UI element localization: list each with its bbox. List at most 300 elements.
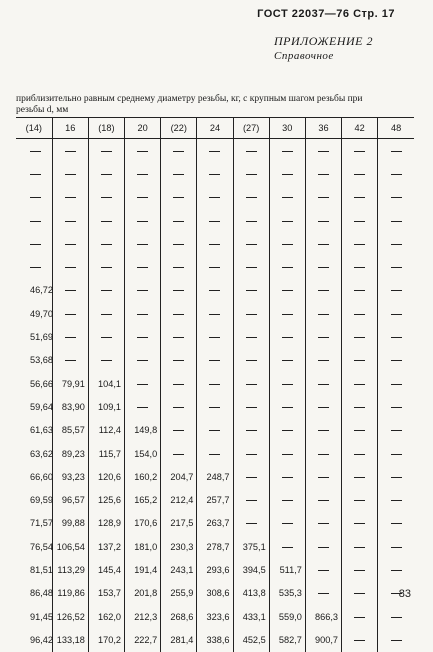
dash-mark: [318, 384, 329, 385]
dash-mark: [318, 500, 329, 501]
table-cell: [125, 209, 161, 232]
table-cell: 85,57: [52, 419, 88, 442]
table-cell: [88, 186, 124, 209]
table-cell: [233, 465, 269, 488]
table-cell: 204,7: [161, 465, 197, 488]
dash-mark: [65, 151, 76, 152]
table-cell: [305, 186, 341, 209]
table-cell: [269, 535, 305, 558]
table-cell: [197, 279, 233, 302]
table-cell: [305, 279, 341, 302]
table-cell: [305, 512, 341, 535]
dash-mark: [391, 151, 402, 152]
table-cell: [52, 209, 88, 232]
table-row: [16, 442, 414, 465]
table-cell: [161, 232, 197, 255]
column-header: (27): [233, 118, 269, 139]
dash-mark: [30, 151, 41, 152]
table-cell: [378, 488, 414, 511]
dash-mark: [137, 197, 148, 198]
dash-mark: [101, 221, 112, 222]
dash-mark: [354, 290, 365, 291]
dash-mark: [318, 337, 329, 338]
table-cell: 559,0: [269, 605, 305, 628]
table-cell: [342, 488, 378, 511]
table-cell: [305, 255, 341, 278]
dash-mark: [30, 197, 41, 198]
table-cell: [342, 139, 378, 163]
table-header-row: [16, 118, 414, 139]
dash-mark: [391, 640, 402, 641]
dash-mark: [209, 314, 220, 315]
dash-mark: [137, 221, 148, 222]
dash-mark: [282, 221, 293, 222]
column-header: 36: [305, 118, 341, 139]
table-cell: [197, 302, 233, 325]
table-cell: [161, 419, 197, 442]
column-header: (22): [161, 118, 197, 139]
dash-mark: [246, 290, 257, 291]
dash-mark: [65, 197, 76, 198]
table-cell: [233, 512, 269, 535]
table-cell: 293,6: [197, 558, 233, 581]
dash-mark: [246, 454, 257, 455]
dash-mark: [318, 221, 329, 222]
table-cell: 162,0: [88, 605, 124, 628]
table-cell: [269, 279, 305, 302]
column-header: 24: [197, 118, 233, 139]
table-row: [16, 535, 414, 558]
dash-mark: [246, 430, 257, 431]
table-cell: [88, 209, 124, 232]
table-cell: [378, 535, 414, 558]
table-cell: [269, 512, 305, 535]
table-cell: [305, 535, 341, 558]
dash-mark: [246, 384, 257, 385]
table-cell: [305, 488, 341, 511]
table-cell: [378, 558, 414, 581]
table-cell: [88, 325, 124, 348]
dash-mark: [391, 267, 402, 268]
dash-mark: [30, 174, 41, 175]
table-cell: [378, 232, 414, 255]
dash-mark: [354, 151, 365, 152]
table-cell: [16, 139, 52, 163]
table-cell: 212,3: [125, 605, 161, 628]
dash-mark: [318, 174, 329, 175]
table-cell: [88, 279, 124, 302]
caption-line-2: резьбы d, мм: [16, 105, 69, 115]
dash-mark: [246, 174, 257, 175]
dash-mark: [173, 407, 184, 408]
table-cell: [52, 325, 88, 348]
table-row: [16, 395, 414, 418]
table-cell: [269, 232, 305, 255]
table-cell: 170,2: [88, 628, 124, 651]
appendix-title: ПРИЛОЖЕНИЕ 2: [274, 34, 373, 48]
table-cell: [125, 186, 161, 209]
table-cell: [233, 302, 269, 325]
table-cell: 125,6: [88, 488, 124, 511]
dash-mark: [354, 337, 365, 338]
dash-mark: [209, 267, 220, 268]
table-row: [16, 419, 414, 442]
dash-mark: [173, 197, 184, 198]
dash-mark: [318, 593, 329, 594]
table-cell: [342, 582, 378, 605]
dash-mark: [246, 221, 257, 222]
table-row: [16, 465, 414, 488]
table-cell: 46,72: [30, 285, 53, 296]
table-cell: 93,23: [52, 465, 88, 488]
table-cell: [378, 162, 414, 185]
table-cell: 452,5: [233, 628, 269, 651]
dash-mark: [209, 337, 220, 338]
dash-mark: [30, 267, 41, 268]
table-cell: [342, 186, 378, 209]
table-cell: [125, 325, 161, 348]
table-cell: 248,7: [197, 465, 233, 488]
dash-mark: [354, 360, 365, 361]
table-cell: [269, 255, 305, 278]
dash-mark: [282, 360, 293, 361]
dash-mark: [354, 430, 365, 431]
table-cell: 51,69: [30, 332, 53, 343]
dash-mark: [391, 221, 402, 222]
dash-mark: [354, 221, 365, 222]
table-cell: [233, 395, 269, 418]
dash-mark: [318, 477, 329, 478]
table-cell: [305, 162, 341, 185]
dash-mark: [101, 174, 112, 175]
dash-mark: [391, 407, 402, 408]
table-cell: [378, 628, 414, 651]
table-row: [16, 186, 414, 209]
dash-mark: [65, 360, 76, 361]
table-cell: [197, 162, 233, 185]
table-cell: 866,3: [305, 605, 341, 628]
table-cell: [233, 232, 269, 255]
table-cell: [88, 349, 124, 372]
table-cell: [52, 349, 88, 372]
table-cell: [378, 302, 414, 325]
table-cell: 49,70: [30, 308, 53, 319]
table-cell: [161, 255, 197, 278]
dash-mark: [282, 430, 293, 431]
table-cell: [269, 162, 305, 185]
dash-mark: [209, 151, 220, 152]
dash-mark: [354, 454, 365, 455]
table-cell: [305, 372, 341, 395]
table-cell: 99,88: [52, 512, 88, 535]
column-header: 16: [52, 118, 88, 139]
table-row: [16, 582, 414, 605]
table-cell: [378, 605, 414, 628]
dash-mark: [137, 337, 148, 338]
table-cell: 115,7: [88, 442, 124, 465]
table-cell: 165,2: [125, 488, 161, 511]
table-cell: [125, 232, 161, 255]
table-cell: [233, 279, 269, 302]
dash-mark: [137, 360, 148, 361]
table-cell: [233, 186, 269, 209]
table-cell: [305, 582, 341, 605]
table-cell: [342, 395, 378, 418]
table-cell: 433,1: [233, 605, 269, 628]
dash-mark: [354, 197, 365, 198]
dash-mark: [282, 151, 293, 152]
table-cell: [161, 372, 197, 395]
table-cell: [342, 442, 378, 465]
table-cell: 582,7: [269, 628, 305, 651]
dash-mark: [173, 221, 184, 222]
dash-mark: [282, 337, 293, 338]
table-row: [16, 279, 414, 302]
table-cell: [88, 139, 124, 163]
table-cell: 109,1: [88, 395, 124, 418]
table-row: [16, 232, 414, 255]
dash-mark: [209, 197, 220, 198]
column-header: 20: [125, 118, 161, 139]
table-cell: [378, 419, 414, 442]
table-cell: 128,9: [88, 512, 124, 535]
dash-mark: [391, 523, 402, 524]
dash-mark: [65, 244, 76, 245]
table-cell: [233, 209, 269, 232]
table-cell: 89,23: [52, 442, 88, 465]
dash-mark: [209, 430, 220, 431]
table-cell: [269, 465, 305, 488]
table-cell: [16, 186, 52, 209]
dash-mark: [391, 617, 402, 618]
table-cell: [378, 255, 414, 278]
table-cell: 535,3: [269, 582, 305, 605]
table-cell: 255,9: [161, 582, 197, 605]
load-table: [16, 117, 414, 652]
dash-mark: [246, 244, 257, 245]
dash-mark: [246, 360, 257, 361]
table-cell: [52, 162, 88, 185]
table-cell: 268,6: [161, 605, 197, 628]
table-cell: [342, 628, 378, 651]
table-caption: [16, 94, 406, 116]
table-cell: [305, 139, 341, 163]
dash-mark: [209, 174, 220, 175]
table-cell: [88, 162, 124, 185]
table-cell: [197, 442, 233, 465]
dash-mark: [246, 477, 257, 478]
table-cell: [197, 325, 233, 348]
table-cell: [233, 442, 269, 465]
dash-mark: [354, 477, 365, 478]
table-cell: [342, 325, 378, 348]
table-cell: 257,7: [197, 488, 233, 511]
table-cell: 308,6: [197, 582, 233, 605]
table-cell: [269, 442, 305, 465]
table-cell: [197, 139, 233, 163]
dash-mark: [65, 221, 76, 222]
table-cell: [161, 302, 197, 325]
dash-mark: [173, 430, 184, 431]
dash-mark: [282, 523, 293, 524]
dash-mark: [173, 454, 184, 455]
table-cell: [52, 255, 88, 278]
dash-mark: [282, 454, 293, 455]
dash-mark: [282, 314, 293, 315]
dash-mark: [318, 430, 329, 431]
dash-mark: [318, 290, 329, 291]
dash-mark: [137, 314, 148, 315]
table-cell: 119,86: [52, 582, 88, 605]
table-cell: [125, 139, 161, 163]
table-cell: [197, 186, 233, 209]
table-cell: [197, 395, 233, 418]
table-row: [16, 349, 414, 372]
table-cell: [161, 209, 197, 232]
dash-mark: [65, 290, 76, 291]
table-cell: [197, 255, 233, 278]
table-cell: 230,3: [161, 535, 197, 558]
table-cell: 120,6: [88, 465, 124, 488]
table-cell: [342, 558, 378, 581]
table-row: [16, 162, 414, 185]
table-row: [16, 372, 414, 395]
table-cell: [342, 512, 378, 535]
table-cell: 375,1: [233, 535, 269, 558]
dash-mark: [209, 290, 220, 291]
table-cell: [125, 279, 161, 302]
table-cell: [88, 302, 124, 325]
dash-mark: [354, 267, 365, 268]
table-cell: [16, 255, 52, 278]
table-cell: [378, 512, 414, 535]
dash-mark: [246, 151, 257, 152]
table-cell: [233, 419, 269, 442]
dash-mark: [318, 360, 329, 361]
dash-mark: [173, 384, 184, 385]
dash-mark: [30, 244, 41, 245]
dash-mark: [318, 267, 329, 268]
table-cell: 181,0: [125, 535, 161, 558]
dash-mark: [282, 290, 293, 291]
dash-mark: [209, 454, 220, 455]
table-cell: [342, 209, 378, 232]
table-cell: 79,91: [52, 372, 88, 395]
dash-mark: [391, 290, 402, 291]
dash-mark: [282, 267, 293, 268]
dash-mark: [137, 290, 148, 291]
table-cell: 511,7: [269, 558, 305, 581]
table-cell: 66,60: [30, 471, 53, 482]
table-cell: [269, 372, 305, 395]
table-cell: 112,4: [88, 419, 124, 442]
table-cell: [161, 349, 197, 372]
table-cell: [269, 395, 305, 418]
table-cell: [125, 372, 161, 395]
dash-mark: [318, 151, 329, 152]
table-cell: [269, 325, 305, 348]
dash-mark: [391, 174, 402, 175]
column-header: (18): [88, 118, 124, 139]
table-cell: [305, 209, 341, 232]
table-cell: [305, 349, 341, 372]
table-cell: 278,7: [197, 535, 233, 558]
dash-mark: [137, 267, 148, 268]
table-cell: 222,7: [125, 628, 161, 651]
table-cell: [233, 488, 269, 511]
dash-mark: [354, 617, 365, 618]
dash-mark: [65, 174, 76, 175]
table-cell: [378, 186, 414, 209]
table-cell: [342, 372, 378, 395]
table-cell: [125, 162, 161, 185]
table-cell: 394,5: [233, 558, 269, 581]
column-header: 48: [378, 118, 414, 139]
table-cell: 96,57: [52, 488, 88, 511]
table-cell: 217,5: [161, 512, 197, 535]
table-cell: [378, 279, 414, 302]
table-cell: 53,68: [30, 355, 53, 366]
table-cell: [378, 325, 414, 348]
table-row: [16, 512, 414, 535]
dash-mark: [137, 384, 148, 385]
table-cell: [305, 442, 341, 465]
dash-mark: [391, 570, 402, 571]
dash-mark: [101, 337, 112, 338]
appendix-subtitle: Справочное: [274, 50, 334, 62]
dash-mark: [209, 407, 220, 408]
table-cell: [197, 419, 233, 442]
dash-mark: [318, 570, 329, 571]
table-cell: [269, 488, 305, 511]
table-cell: 263,7: [197, 512, 233, 535]
table-cell: [305, 395, 341, 418]
table-cell: [233, 162, 269, 185]
dash-mark: [318, 197, 329, 198]
dash-mark: [173, 244, 184, 245]
table-cell: 201,8: [125, 582, 161, 605]
dash-mark: [209, 360, 220, 361]
table-cell: [342, 232, 378, 255]
table-cell: [233, 255, 269, 278]
table-cell: [378, 372, 414, 395]
table-cell: 86,48: [30, 588, 53, 599]
dash-mark: [209, 221, 220, 222]
dash-mark: [391, 430, 402, 431]
table-cell: [305, 419, 341, 442]
table-cell: 83,90: [52, 395, 88, 418]
dash-mark: [282, 407, 293, 408]
table-cell: [233, 349, 269, 372]
table-cell: [342, 605, 378, 628]
page-number: 83: [398, 588, 411, 600]
table-cell: [305, 465, 341, 488]
table-cell: 91,45: [30, 611, 53, 622]
dash-mark: [318, 244, 329, 245]
table-cell: 212,4: [161, 488, 197, 511]
caption-line-1: приблизительно равным среднему диаметру резьбы, кг, с крупным шагом резьбы при: [16, 94, 363, 104]
table-body: [16, 139, 414, 652]
table-cell: [269, 209, 305, 232]
dash-mark: [209, 384, 220, 385]
table-cell: [161, 139, 197, 163]
dash-mark: [354, 523, 365, 524]
table-cell: [269, 349, 305, 372]
table-cell: 153,7: [88, 582, 124, 605]
dash-mark: [391, 244, 402, 245]
table-cell: [125, 349, 161, 372]
dash-mark: [391, 314, 402, 315]
